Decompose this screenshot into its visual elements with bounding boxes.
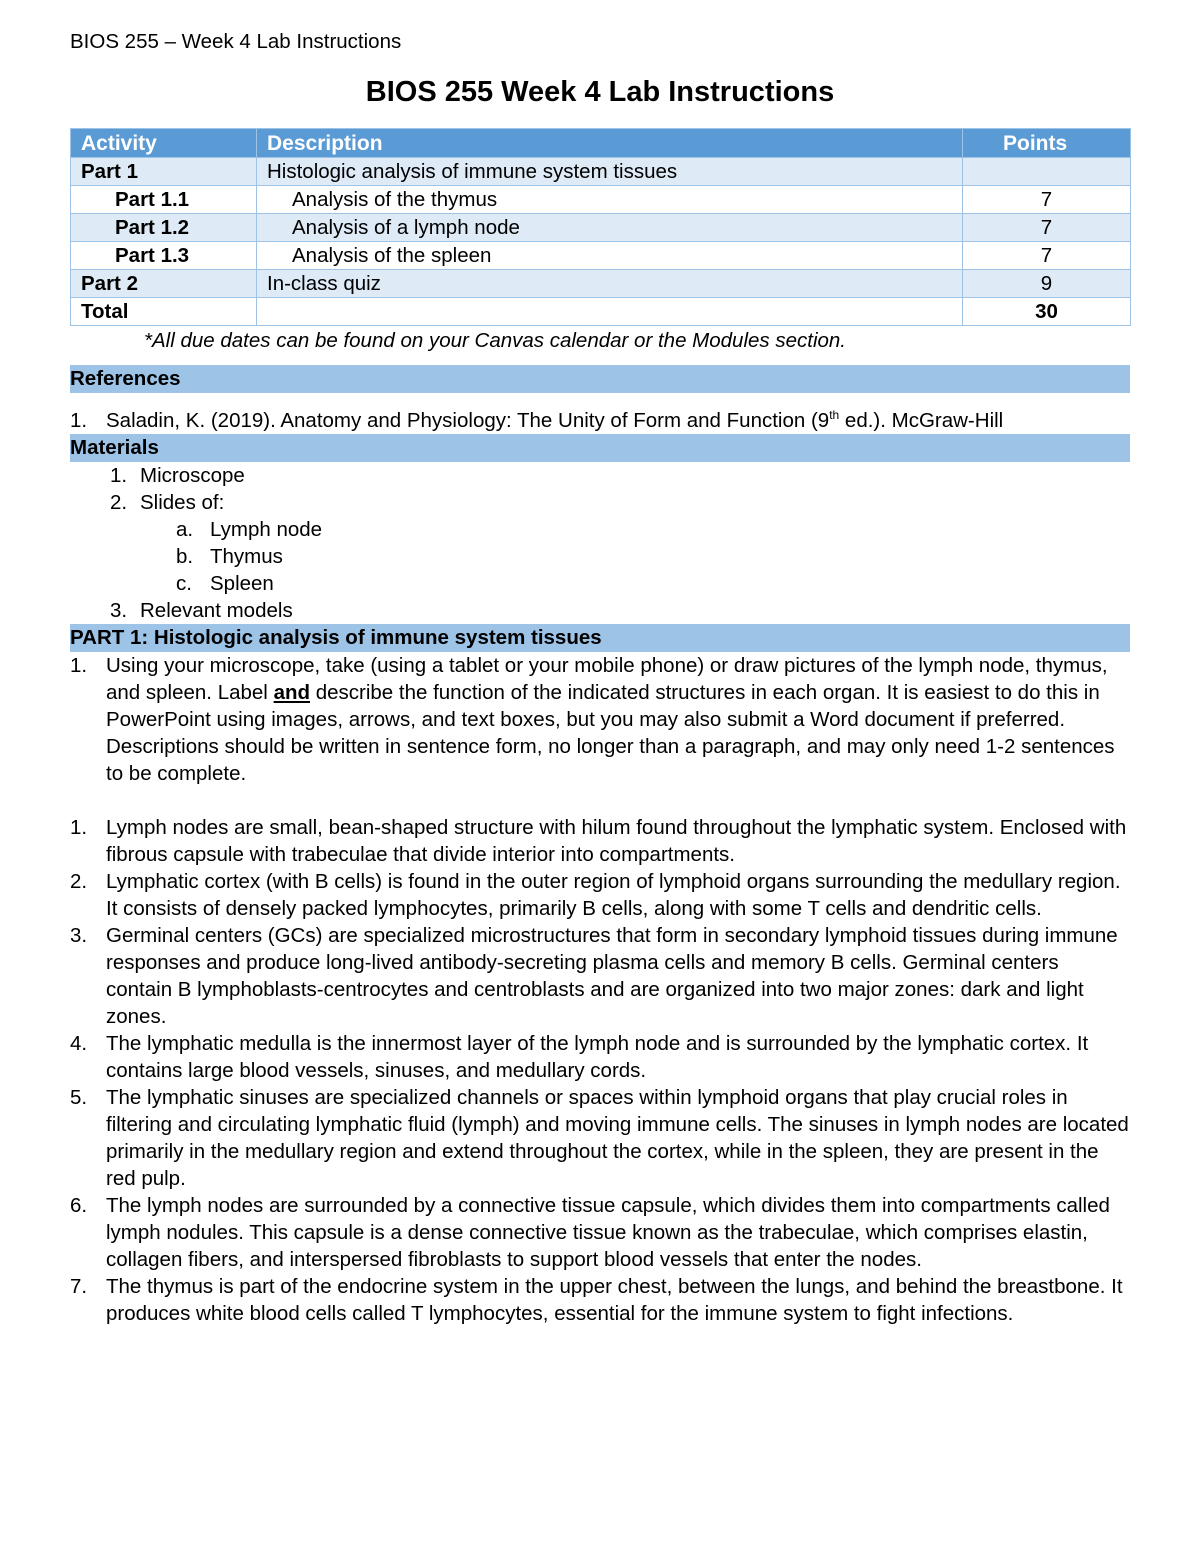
list-marker: 1. bbox=[70, 654, 88, 677]
instruction-emphasis: and bbox=[273, 681, 311, 704]
answer-item bbox=[70, 1273, 1130, 1327]
list-marker: 3. bbox=[110, 599, 128, 622]
points-cell: 7 bbox=[963, 214, 1131, 242]
list-item-text: Slides of: bbox=[140, 491, 225, 514]
column-header-description: Description bbox=[257, 129, 963, 158]
answer-text: The thymus is part of the endocrine system in the upper chest, between the lungs, and behind the breastbone. It produces white blood cells called T lymphocytes, essential for the immune system to fight infections. bbox=[106, 1275, 1123, 1325]
description-cell: Histologic analysis of immune system tissues bbox=[257, 158, 963, 186]
table-row-total bbox=[71, 298, 1131, 326]
references-heading: References bbox=[70, 365, 1130, 393]
list-item-text: Lymph node bbox=[210, 518, 323, 541]
description-cell: Analysis of the thymus bbox=[257, 186, 963, 214]
list-item bbox=[70, 516, 1130, 543]
part1-answers bbox=[70, 814, 1130, 1327]
materials-heading: Materials bbox=[70, 434, 1130, 462]
activity-cell: Total bbox=[71, 298, 257, 326]
materials-list-continued bbox=[70, 597, 1130, 624]
part1-instructions bbox=[70, 652, 1130, 787]
list-item-text: Thymus bbox=[210, 545, 283, 568]
activity-cell: Part 1.1 bbox=[71, 186, 257, 214]
instruction-item bbox=[70, 652, 1130, 787]
answer-text: The lymph nodes are surrounded by a connective tissue capsule, which divides them into compartments called lymph nodules. This capsule is a dense connective tissue known as the trabeculae, which comprises elastin, collagen fibers, and interspersed fibroblasts to support blood vessels that enter the nodes. bbox=[106, 1194, 1110, 1271]
table-header-row bbox=[71, 129, 1131, 158]
answer-text: Lymph nodes are small, bean-shaped structure with hilum found throughout the lymphatic system. Enclosed with fibrous capsule with trabeculae that divide interior into compartments. bbox=[106, 816, 1127, 866]
reference-text: Saladin, K. (2019). Anatomy and Physiology: The Unity of Form and Function (9 bbox=[106, 409, 830, 432]
list-marker: 1. bbox=[110, 464, 128, 487]
table-row bbox=[71, 242, 1131, 270]
answer-text: Lymphatic cortex (with B cells) is found in the outer region of lymphoid organs surrounding the medullary region. It consists of densely packed lymphocytes, primarily B cells, along with some T cells and dendritic cells. bbox=[106, 870, 1121, 920]
points-cell bbox=[963, 158, 1131, 186]
list-marker: 3. bbox=[70, 924, 88, 947]
list-item bbox=[70, 570, 1130, 597]
reference-text-end: ed.). McGraw-Hill bbox=[839, 409, 1004, 432]
list-marker: 5. bbox=[70, 1086, 88, 1109]
reference-superscript: th bbox=[829, 408, 840, 423]
description-cell bbox=[257, 298, 963, 326]
instruction-text: Using your microscope, take (using a tablet or your mobile phone) or draw pictures of the lymph node, thymus, and spleen. Label bbox=[106, 654, 1108, 704]
list-marker: 4. bbox=[70, 1032, 88, 1055]
answer-item bbox=[70, 1192, 1130, 1273]
table-row bbox=[71, 186, 1131, 214]
list-marker: 6. bbox=[70, 1194, 88, 1217]
activity-cell: Part 1 bbox=[71, 158, 257, 186]
instruction-text-end: describe the function of the indicated structures in each organ. It is easiest to do this in PowerPoint using images, arrows, and text boxes, but you may also submit a Word document if preferred. Descriptions should be written in sentence form, no longer than a paragraph, and may only need 1-2 sentences to be complete. bbox=[106, 681, 1115, 785]
list-item bbox=[70, 597, 1130, 624]
column-header-points: Points bbox=[963, 129, 1131, 158]
list-marker: b. bbox=[176, 545, 194, 568]
slides-sublist bbox=[70, 516, 1130, 597]
list-item bbox=[70, 543, 1130, 570]
answer-text: The lymphatic sinuses are specialized channels or spaces within lymphoid organs that play crucial roles in filtering and circulating lymphatic fluid (lymph) and moving immune cells. The sinuses in lymph nodes are located primarily in the medullary region and extend throughout the cortex, while in the spleen, they are present in the red pulp. bbox=[106, 1086, 1129, 1190]
part1-heading: PART 1: Histologic analysis of immune system tissues bbox=[70, 624, 1130, 652]
description-cell: Analysis of the spleen bbox=[257, 242, 963, 270]
list-marker: a. bbox=[176, 518, 194, 541]
points-total-cell: 30 bbox=[963, 298, 1131, 326]
answer-item bbox=[70, 922, 1130, 1030]
activity-cell: Part 1.2 bbox=[71, 214, 257, 242]
list-marker: 2. bbox=[110, 491, 128, 514]
running-head: BIOS 255 – Week 4 Lab Instructions bbox=[70, 30, 402, 53]
answer-item bbox=[70, 1084, 1130, 1192]
reference-item bbox=[70, 403, 1130, 434]
answer-item bbox=[70, 868, 1130, 922]
table-row bbox=[71, 214, 1131, 242]
list-marker: 7. bbox=[70, 1275, 88, 1298]
list-marker: 1. bbox=[70, 409, 88, 432]
answer-text: Germinal centers (GCs) are specialized microstructures that form in secondary lymphoid tissues during immune responses and produce long-lived antibody-secreting plasma cells and memory B cells. Germinal centers contain B lymphoblasts-centrocytes and centroblasts and are organized into two major zones: dark and light zones. bbox=[106, 924, 1118, 1028]
due-dates-footnote: *All due dates can be found on your Canvas calendar or the Modules section. bbox=[144, 329, 846, 352]
points-cell: 7 bbox=[963, 242, 1131, 270]
page-title: BIOS 255 Week 4 Lab Instructions bbox=[365, 76, 835, 108]
points-cell: 7 bbox=[963, 186, 1131, 214]
answer-item bbox=[70, 1030, 1130, 1084]
materials-list bbox=[70, 462, 1130, 516]
list-marker: c. bbox=[176, 572, 192, 595]
answer-text: The lymphatic medulla is the innermost layer of the lymph node and is surrounded by the lymphatic cortex. It contains large blood vessels, sinuses, and medullary cords. bbox=[106, 1032, 1089, 1082]
activity-cell: Part 1.3 bbox=[71, 242, 257, 270]
answer-item bbox=[70, 814, 1130, 868]
list-item-text: Spleen bbox=[210, 572, 274, 595]
list-item bbox=[70, 462, 1130, 489]
description-cell: Analysis of a lymph node bbox=[257, 214, 963, 242]
table-row bbox=[71, 270, 1131, 298]
list-marker: 2. bbox=[70, 870, 88, 893]
document-page bbox=[70, 28, 1130, 1327]
list-marker: 1. bbox=[70, 816, 88, 839]
list-item bbox=[70, 489, 1130, 516]
table-row bbox=[71, 158, 1131, 186]
activity-cell: Part 2 bbox=[71, 270, 257, 298]
list-item-text: Relevant models bbox=[140, 599, 293, 622]
column-header-activity: Activity bbox=[71, 129, 257, 158]
points-cell: 9 bbox=[963, 270, 1131, 298]
description-cell: In-class quiz bbox=[257, 270, 963, 298]
activity-table bbox=[70, 128, 1131, 326]
list-item-text: Microscope bbox=[140, 464, 245, 487]
references-list bbox=[70, 403, 1130, 434]
